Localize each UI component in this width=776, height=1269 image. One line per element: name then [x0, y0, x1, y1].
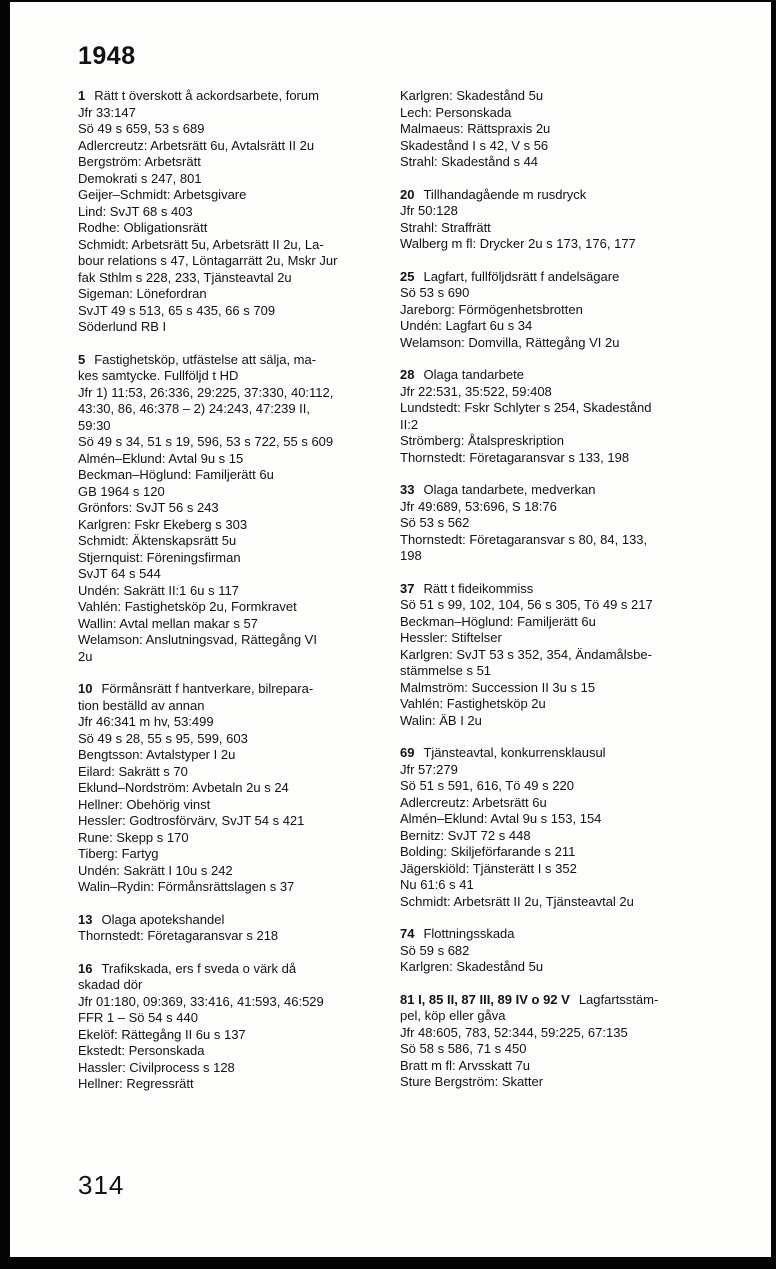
entry-line: Eklund–Nordström: Avbetaln 2u s 24	[78, 780, 289, 795]
entry-heading: 28 Olaga tandarbete	[400, 367, 524, 382]
entry-heading: 13 Olaga apotekshandel	[78, 911, 225, 927]
entry-heading: 33 Olaga tandarbete, medverkan	[400, 482, 596, 497]
entry-number: 5	[78, 351, 86, 367]
index-entry	[400, 187, 716, 253]
entry-line: 198	[400, 548, 422, 563]
entry-line: Söderlund RB I	[78, 319, 167, 334]
entry-line: Strömberg: Åtalspreskription	[400, 433, 565, 448]
entry-line: Rune: Skepp s 170	[78, 829, 189, 845]
left-column	[78, 88, 394, 1109]
entry-line: Schmidt: Äktenskapsrätt 5u	[78, 533, 237, 548]
entry-line: Tiberg: Fartyg	[78, 846, 159, 861]
entry-line: Undén: Lagfart 6u s 34	[400, 318, 533, 333]
index-entry	[400, 926, 716, 976]
entry-line: Nu 61:6 s 41	[400, 877, 474, 892]
entry-line: Jägerskiöld: Tjänsterätt I s 352	[400, 860, 577, 876]
entry-heading: 25 Lagfart, fullföljdsrätt f andelsägare	[400, 268, 620, 284]
entry-line: Bernitz: SvJT 72 s 448	[400, 827, 531, 843]
entry-line: Jfr 01:180, 09:369, 33:416, 41:593, 46:529	[78, 993, 324, 1009]
entry-line: Eilard: Sakrätt s 70	[78, 763, 188, 779]
entry-number: 28	[400, 367, 415, 382]
entry-line: pel, köp eller gåva	[400, 1008, 506, 1023]
entry-line: Jfr 1) 11:53, 26:336, 29:225, 37:330, 40:112,	[78, 384, 334, 400]
entry-line: Thornstedt: Företagaransvar s 133, 198	[400, 449, 630, 465]
entry-line: II:2	[400, 416, 419, 432]
entry-line: Bengtsson: Avtalstyper I 2u	[78, 747, 236, 762]
entry-line: Hellner: Obehörig vinst	[78, 796, 211, 812]
entry-line: Vahlén: Fastighetsköp 2u	[400, 696, 546, 711]
entry-line: Vahlén: Fastighetsköp 2u, Formkravet	[78, 599, 297, 614]
entry-line: Malmström: Succession II 3u s 15	[400, 679, 596, 695]
entry-line: SvJT 64 s 544	[78, 566, 161, 581]
entry-line: Jfr 48:605, 783, 52:344, 59:225, 67:135	[400, 1024, 628, 1040]
entry-heading: 37 Rätt t fideikommiss	[400, 580, 534, 596]
entry-line: Jfr 22:531, 35:522, 59:408	[400, 383, 552, 399]
entry-line: SvJT 49 s 513, 65 s 435, 66 s 709	[78, 302, 276, 318]
entry-line: Adlercreutz: Arbetsrätt 6u, Avtalsrätt II 2u	[78, 137, 315, 153]
entry-line: Karlgren: SvJT 53 s 352, 354, Ändamålsbe-	[400, 646, 652, 662]
entry-number: 69	[400, 745, 415, 760]
entry-line: Undén: Sakrätt II:1 6u s 117	[78, 582, 239, 598]
entry-line: Demokrati s 247, 801	[78, 170, 202, 186]
entry-line: Sö 49 s 659, 53 s 689	[78, 121, 205, 136]
entry-line: Strahl: Straffrätt	[400, 219, 491, 235]
entry-number: 20	[400, 186, 415, 202]
entry-line: Sö 51 s 99, 102, 104, 56 s 305, Tö 49 s 217	[400, 597, 653, 612]
entry-line: Sö 53 s 562	[400, 515, 470, 530]
book-page	[10, 2, 771, 1257]
entry-line: Sö 58 s 586, 71 s 450	[400, 1041, 527, 1056]
entry-line: Bergström: Arbetsrätt	[78, 154, 201, 169]
index-entry	[78, 681, 394, 896]
entry-number: 1	[78, 88, 86, 103]
entry-line: Rodhe: Obligationsrätt	[78, 220, 208, 235]
entry-line: Strahl: Skadestånd s 44	[400, 154, 539, 169]
entry-line: Stjernquist: Föreningsfirman	[78, 549, 241, 565]
entry-line: Thornstedt: Företagaransvar s 80, 84, 133,	[400, 531, 648, 547]
entry-heading: 74 Flottningsskada	[400, 926, 515, 941]
entry-line: Jfr 49:689, 53:696, S 18:76	[400, 498, 557, 514]
entry-line: Grönfors: SvJT 56 s 243	[78, 500, 219, 515]
index-entry	[78, 88, 394, 336]
entry-line: Geijer–Schmidt: Arbetsgivare	[78, 187, 247, 202]
index-entry	[78, 961, 394, 1093]
entry-line: Almén–Eklund: Avtal 9u s 153, 154	[400, 811, 602, 826]
entry-line: Jareborg: Förmögenhetsbrotten	[400, 301, 583, 317]
entry-line: Sö 59 s 682	[400, 942, 470, 958]
entry-line: Sö 51 s 591, 616, Tö 49 s 220	[400, 778, 574, 793]
entry-line: Beckman–Höglund: Familjerätt 6u	[400, 613, 596, 629]
entry-heading: 69 Tjänsteavtal, konkurrensklausul	[400, 745, 606, 760]
entry-line: Jfr 33:147	[78, 104, 136, 120]
entry-line: stämmelse s 51	[400, 663, 492, 678]
page-number: 314	[78, 1170, 125, 1200]
entry-line: Ekelöf: Rättegång II 6u s 137	[78, 1026, 246, 1042]
entry-line: 2u	[78, 648, 93, 664]
index-entry	[400, 482, 716, 565]
entry-line: Hessler: Stiftelser	[400, 630, 502, 645]
entry-line: Lind: SvJT 68 s 403	[78, 203, 193, 219]
entry-line: Jfr 50:128	[400, 203, 458, 218]
entry-line: Sö 49 s 28, 55 s 95, 599, 603	[78, 730, 248, 746]
entry-line: Sö 49 s 34, 51 s 19, 596, 53 s 722, 55 s 609	[78, 434, 334, 449]
entry-line: Sture Bergström: Skatter	[400, 1074, 544, 1089]
entry-line: 59:30	[78, 417, 111, 433]
entry-line: Sigeman: Lönefordran	[78, 286, 207, 301]
index-entry	[400, 745, 716, 910]
index-entry	[400, 367, 716, 466]
entry-heading: 16 Trafikskada, ers f sveda o värk då	[78, 960, 297, 976]
entry-number: 33	[400, 482, 415, 497]
entry-line: Hessler: Godtrosförvärv, SvJT 54 s 421	[78, 813, 305, 828]
entry-line: fak Sthlm s 228, 233, Tjänsteavtal 2u	[78, 269, 292, 285]
entry-number: 16	[78, 960, 93, 976]
entry-line: Lundstedt: Fskr Schlyter s 254, Skadestånd	[400, 400, 652, 415]
index-entry	[400, 992, 716, 1091]
entry-number: 10	[78, 681, 93, 696]
entry-line: Sö 53 s 690	[400, 285, 470, 300]
index-entry	[400, 581, 716, 730]
entry-heading: 1 Rätt t överskott å ackordsarbete, forum	[78, 88, 319, 103]
entry-line: Undén: Sakrätt I 10u s 242	[78, 862, 233, 878]
entry-line: Karlgren: Skadestånd 5u	[400, 959, 544, 974]
entry-heading: 10 Förmånsrätt f hantverkare, bilrepara-	[78, 681, 314, 696]
index-entry	[400, 88, 716, 171]
entry-line: Karlgren: Fskr Ekeberg s 303	[78, 516, 248, 532]
entry-line: Hassler: Civilprocess s 128	[78, 1059, 235, 1075]
index-entry	[78, 352, 394, 666]
entry-number: 37	[400, 580, 415, 596]
entry-line: Skadestånd I s 42, V s 56	[400, 137, 549, 153]
entry-line: GB 1964 s 120	[78, 483, 165, 499]
entry-line: Thornstedt: Företagaransvar s 218	[78, 928, 279, 943]
entry-heading: 5 Fastighetsköp, utfästelse att sälja, ma-	[78, 351, 317, 367]
entry-line: Walin–Rydin: Förmånsrättslagen s 37	[78, 879, 295, 894]
entry-line: 43:30, 86, 46:378 – 2) 24:243, 47:239 II,	[78, 401, 311, 416]
entry-line: Almén–Eklund: Avtal 9u s 15	[78, 450, 244, 466]
year-heading: 1948	[78, 42, 136, 70]
entry-heading: 81 I, 85 II, 87 III, 89 IV o 92 V Lagfartsstäm-	[400, 991, 659, 1007]
entry-line: Bratt m fl: Arvsskatt 7u	[400, 1057, 531, 1073]
entry-line: Ekstedt: Personskada	[78, 1043, 205, 1058]
entry-line: kes samtycke. Fullföljd t HD	[78, 368, 239, 383]
entry-line: Bolding: Skiljeförfarande s 211	[400, 844, 576, 859]
index-entry	[400, 269, 716, 352]
right-column	[400, 88, 716, 1107]
entry-line: Lech: Personskada	[400, 104, 512, 120]
entry-line: Jfr 46:341 m hv, 53:499	[78, 714, 214, 729]
index-entry	[78, 912, 394, 945]
entry-line: Hellner: Regressrätt	[78, 1076, 194, 1091]
entry-line: Welamson: Anslutningsvad, Rättegång VI	[78, 632, 317, 647]
entry-line: Jfr 57:279	[400, 761, 458, 777]
entry-number: 13	[78, 911, 93, 927]
entry-line: Adlercreutz: Arbetsrätt 6u	[400, 794, 547, 810]
entry-line: skadad dör	[78, 977, 143, 992]
entry-line: Malmaeus: Rättspraxis 2u	[400, 121, 551, 136]
entry-line: Walberg m fl: Drycker 2u s 173, 176, 177	[400, 236, 636, 251]
entry-line: Beckman–Höglund: Familjerätt 6u	[78, 467, 274, 482]
entry-number: 74	[400, 926, 415, 941]
entry-line: Schmidt: Arbetsrätt 5u, Arbetsrätt II 2u, La-	[78, 236, 324, 252]
entry-line: Karlgren: Skadestånd 5u	[400, 88, 544, 103]
entry-line: Wallin: Avtal mellan makar s 57	[78, 615, 258, 631]
entry-line: Walin: ÄB I 2u	[400, 712, 482, 728]
entry-number: 81 I, 85 II, 87 III, 89 IV o 92 V	[400, 991, 570, 1007]
entry-line: Welamson: Domvilla, Rättegång VI 2u	[400, 334, 620, 350]
entry-line: FFR 1 – Sö 54 s 440	[78, 1010, 198, 1025]
entry-heading: 20 Tillhandagående m rusdryck	[400, 186, 587, 202]
entry-line: tion beställd av annan	[78, 697, 205, 713]
entry-line: Schmidt: Arbetsrätt II 2u, Tjänsteavtal 2u	[400, 893, 634, 909]
entry-line: bour relations s 47, Löntagarrätt 2u, Mskr Jur	[78, 253, 338, 268]
entry-number: 25	[400, 268, 415, 284]
